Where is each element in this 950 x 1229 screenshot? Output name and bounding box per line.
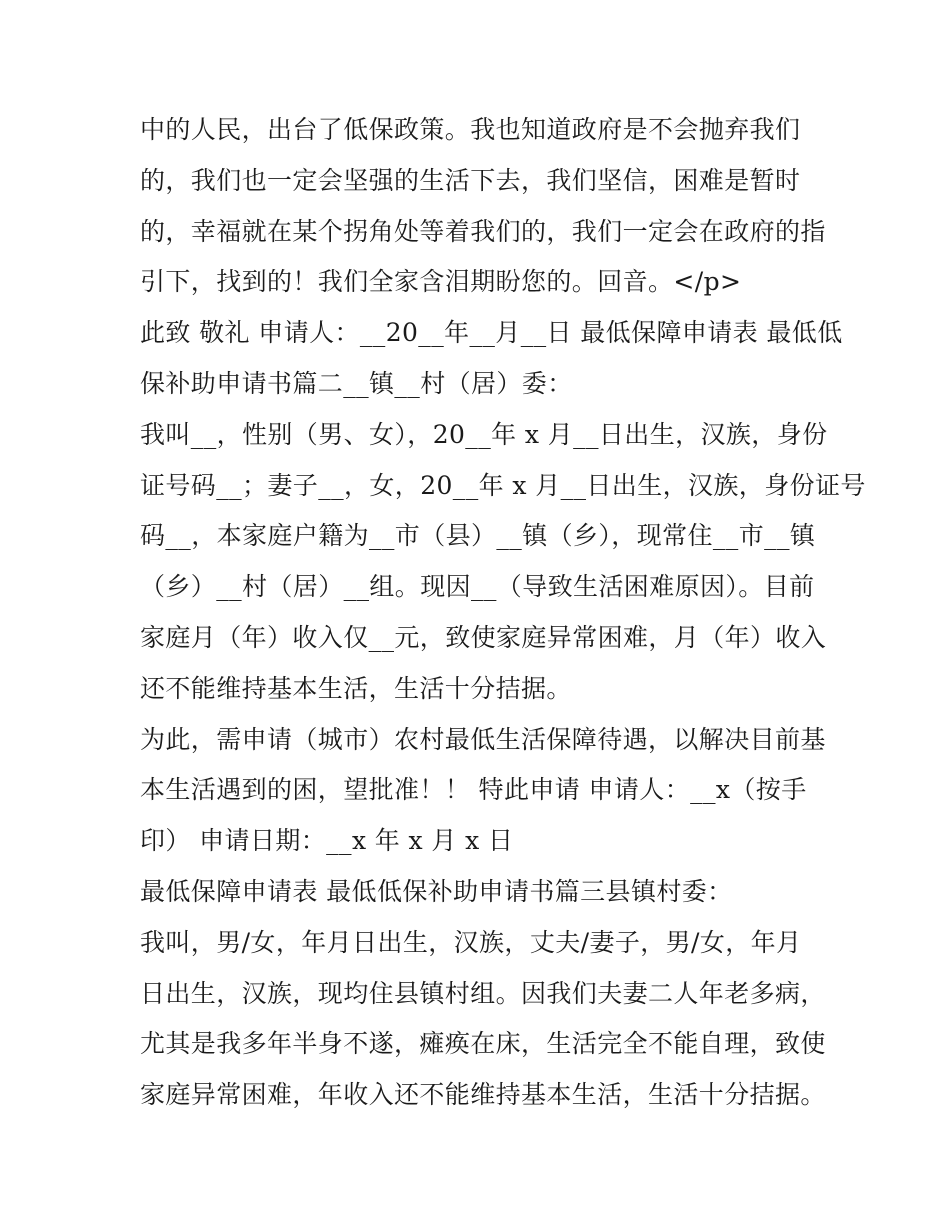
text-line: 的，幸福就在某个拐角处等着我们的，我们一定会在政府的指 bbox=[140, 216, 826, 246]
text-line: 本生活遇到的困，望批准！！ 特此申请 申请人：__x（按手 bbox=[140, 775, 807, 805]
text-line: 我叫，男/女，年月日出生，汉族，丈夫/妻子，男/女，年月 bbox=[140, 927, 802, 957]
text-line: 的，我们也一定会坚强的生活下去，我们坚信，困难是暂时 bbox=[140, 165, 801, 195]
text-line: 尤其是我多年半身不遂，瘫痪在床，生活完全不能自理，致使 bbox=[140, 1029, 826, 1059]
text-line: 为此，需申请（城市）农村最低生活保障待遇，以解决目前基 bbox=[140, 724, 826, 754]
text-line: 家庭月（年）收入仅__元，致使家庭异常困难，月（年）收入 bbox=[140, 622, 827, 652]
text-line: 码__，本家庭户籍为__市（县）__镇（乡），现常住__市__镇 bbox=[140, 521, 816, 551]
text-line: 最低保障申请表 最低低保补助申请书篇三县镇村委： bbox=[140, 876, 733, 906]
text-line: 日出生，汉族，现均住县镇村组。因我们夫妻二人年老多病， bbox=[140, 978, 826, 1008]
text-line: 我叫__，性别（男、女），20__年 x 月__日出生，汉族，身份 bbox=[140, 419, 828, 449]
text-line: 引下，找到的！我们全家含泪期盼您的。回音。</p> bbox=[140, 267, 742, 297]
text-line: （乡）__村（居）__组。现因__（导致生活困难原因）。目前 bbox=[140, 572, 815, 602]
text-line: 此致 敬礼 申请人：__20__年__月__日 最低保障申请表 最低低 bbox=[140, 318, 843, 348]
text-line: 还不能维持基本生活，生活十分拮据。 bbox=[140, 673, 572, 703]
text-line: 家庭异常困难，年收入还不能维持基本生活，生活十分拮据。 bbox=[140, 1080, 826, 1110]
text-line: 保补助申请书篇二__镇__村（居）委： bbox=[140, 368, 573, 398]
text-line: 中的人民，出台了低保政策。我也知道政府是不会抛弃我们 bbox=[140, 115, 801, 144]
text-line: 印） 申请日期：__x 年 x 月 x 日 bbox=[140, 826, 514, 856]
text-line: 证号码__；妻子__，女，20__年 x 月__日出生，汉族，身份证号 bbox=[140, 470, 866, 500]
document-body bbox=[140, 105, 866, 1121]
